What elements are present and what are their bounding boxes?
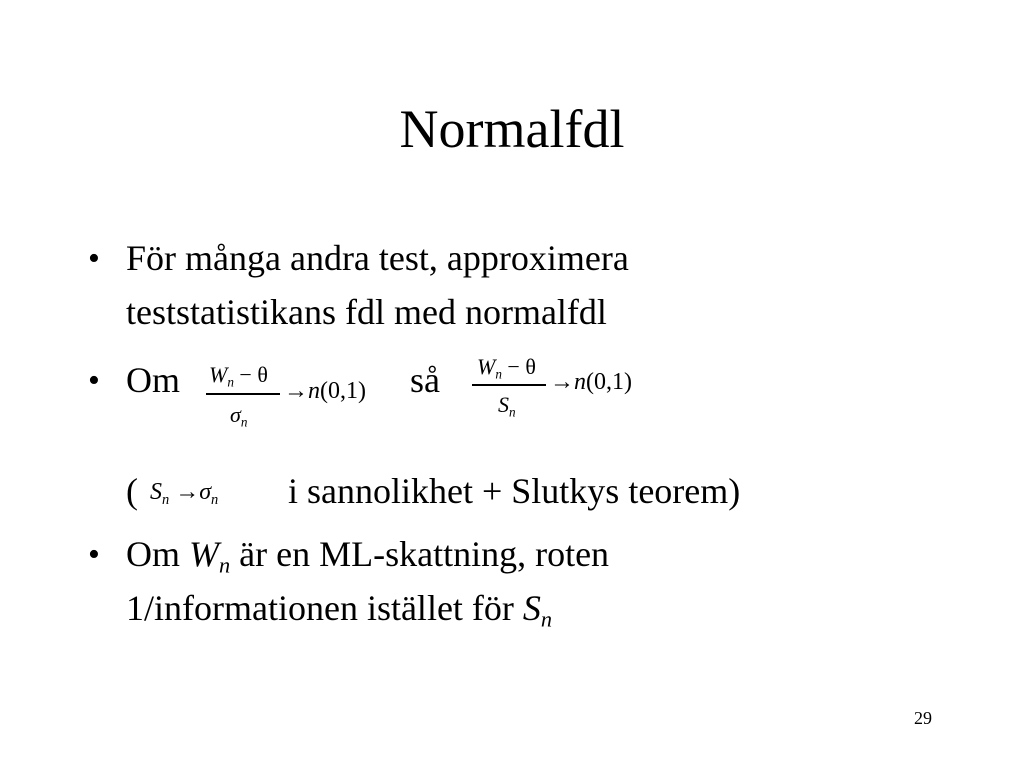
bullet-1-line-1: För många andra test, approximera bbox=[126, 238, 629, 278]
formula-2-arrow: → bbox=[550, 369, 574, 395]
formula-1-arrow: → bbox=[284, 378, 308, 404]
page-number: 29 bbox=[914, 708, 932, 728]
bullet-3-rest: är en ML-skattning, roten bbox=[230, 534, 610, 574]
bullet-3-prefix: Om bbox=[126, 534, 189, 574]
formula-1-den-sub: n bbox=[240, 414, 248, 430]
formula-2-den-sub: n bbox=[509, 404, 516, 420]
formula-1-num-rest: − θ bbox=[233, 362, 268, 387]
formula-2-den-var: S bbox=[498, 392, 509, 417]
bullet-2-mid: så bbox=[410, 360, 440, 400]
bullet-3-w-sub: n bbox=[219, 552, 231, 578]
bullet-3-line-1 bbox=[126, 536, 609, 577]
formula-2-num-var: W bbox=[477, 354, 496, 379]
bullet-3-line2-prefix: 1/informationen istället för bbox=[126, 588, 523, 628]
formula-1-numerator bbox=[209, 362, 268, 391]
inline-formula-convergence bbox=[150, 480, 218, 507]
bullet-2-paren-open: ( bbox=[126, 471, 138, 511]
formula-1-denominator bbox=[230, 402, 247, 431]
formula-1-fraction-bar bbox=[206, 393, 280, 395]
formula-1-num-sub: n bbox=[227, 374, 234, 390]
bullet-3-line-2 bbox=[126, 590, 552, 631]
formula-1-num-var: W bbox=[209, 362, 228, 387]
bullet-3-s-sub: n bbox=[540, 606, 553, 632]
formula-2-num-sub: n bbox=[495, 366, 502, 382]
bullet-1-line-2: teststatistikans fdl med normalfdl bbox=[126, 292, 607, 332]
bullet-marker-1: • bbox=[88, 240, 100, 277]
bullet-2-paren-rest: i sannolikhet + Slutkys teorem) bbox=[288, 471, 741, 511]
formula-1-dist: n bbox=[308, 378, 320, 404]
formula-2-args: (0,1) bbox=[586, 369, 632, 395]
inline-sigma-sub: n bbox=[211, 492, 219, 509]
inline-arrow: → bbox=[169, 479, 200, 505]
bullet-marker-3: • bbox=[88, 536, 100, 573]
bullet-2-prefix: Om bbox=[126, 360, 180, 400]
bullet-marker-2: • bbox=[88, 362, 100, 399]
inline-s-sub: n bbox=[162, 492, 170, 509]
formula-2-rhs bbox=[550, 369, 632, 396]
bullet-3-w-var: W bbox=[189, 534, 219, 574]
formula-2-numerator bbox=[477, 354, 536, 383]
formula-2-dist: n bbox=[574, 369, 586, 395]
formula-1-args: (0,1) bbox=[320, 378, 366, 404]
formula-2-num-rest: − θ bbox=[501, 354, 536, 379]
inline-s-var: S bbox=[150, 479, 162, 505]
formula-1-rhs bbox=[284, 378, 366, 405]
bullet-3-s-var: S bbox=[522, 588, 541, 628]
slide-title: Normalfdl bbox=[399, 99, 625, 159]
formula-1-den-var: σ bbox=[230, 402, 241, 427]
inline-sigma-var: σ bbox=[199, 479, 212, 505]
formula-2-denominator bbox=[498, 392, 516, 421]
formula-2-fraction-bar bbox=[472, 384, 546, 386]
